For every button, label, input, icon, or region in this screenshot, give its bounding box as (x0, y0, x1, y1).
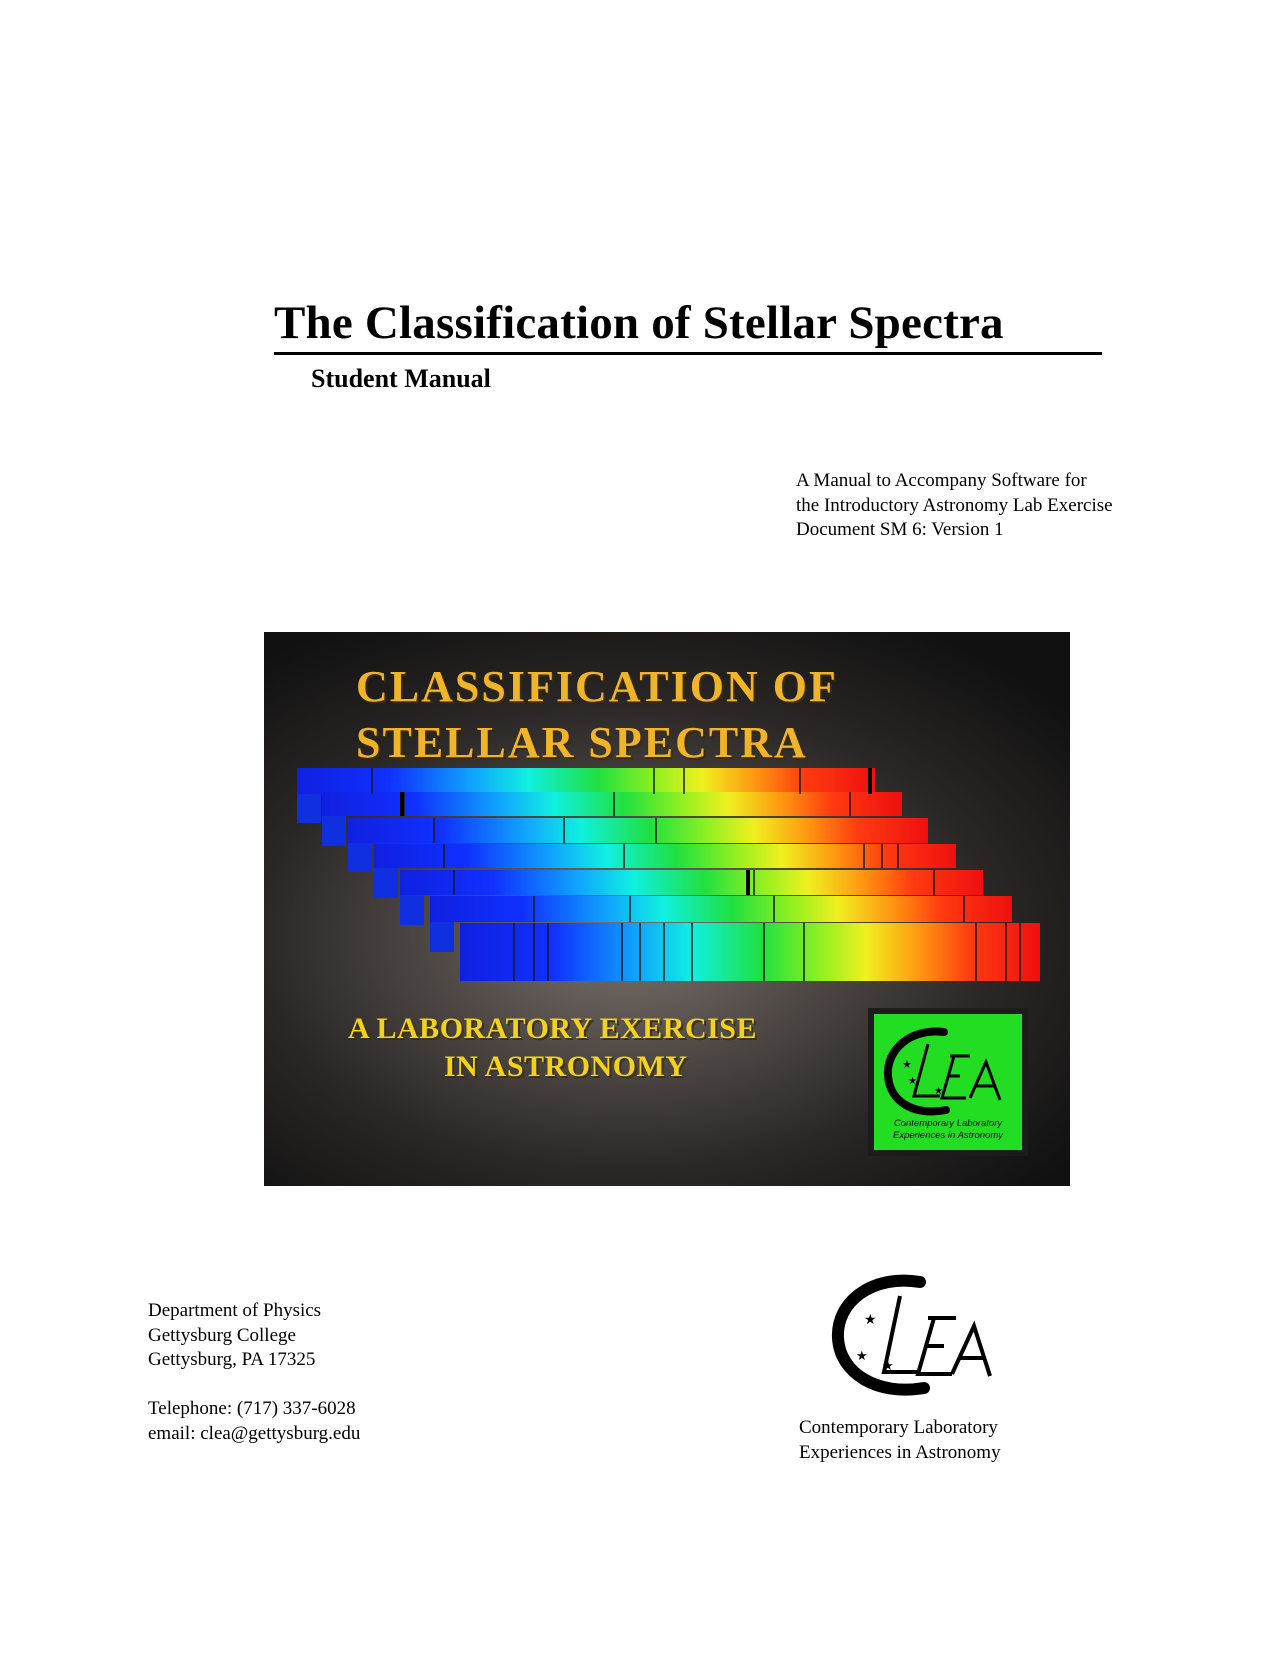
svg-text:★: ★ (882, 1359, 894, 1374)
cover-subtitle-line: IN ASTRONOMY (444, 1050, 688, 1083)
document-subtitle: Student Manual (311, 364, 491, 393)
svg-text:★: ★ (934, 1086, 943, 1097)
title-underline (274, 352, 1102, 355)
address-spacer (148, 1373, 360, 1398)
cover-logo-panel (874, 1014, 1022, 1150)
contact-address (148, 1299, 360, 1446)
clea-logo-icon (828, 1272, 1000, 1402)
doc-info-line: Document SM 6: Version 1 (796, 519, 1004, 540)
address-line: Department of Physics (148, 1300, 322, 1321)
cover-image (264, 632, 1070, 1186)
cover-subtitle-line: A LABORATORY EXERCISE (348, 1012, 757, 1045)
address-line: Gettysburg, PA 17325 (148, 1349, 316, 1370)
doc-info-line: A Manual to Accompany Software for (796, 470, 1087, 491)
doc-info-line: the Introductory Astronomy Lab Exercise (796, 494, 1113, 516)
svg-text:★: ★ (902, 1058, 912, 1071)
telephone: Telephone: (717) 337-6028 (148, 1398, 356, 1419)
email: email: clea@gettysburg.edu (148, 1422, 361, 1444)
svg-text:★: ★ (908, 1076, 917, 1087)
document-title: The Classification of Stellar Spectra (274, 297, 1004, 349)
cover-clea-logo (868, 1008, 1028, 1156)
caption-line: Experiences in Astronomy (892, 1130, 1003, 1141)
clea-caption (799, 1416, 1001, 1465)
caption-line: Contemporary Laboratory (799, 1417, 998, 1438)
caption-line: Experiences in Astronomy (799, 1441, 1001, 1463)
cover-title-line: CLASSIFICATION OF (356, 662, 838, 711)
caption-line: Contemporary Laboratory (893, 1118, 1003, 1129)
svg-text:★: ★ (856, 1349, 868, 1364)
document-info (796, 469, 1113, 543)
svg-text:★: ★ (864, 1312, 877, 1328)
address-line: Gettysburg College (148, 1324, 296, 1346)
cover-title-line: STELLAR SPECTRA (356, 718, 808, 767)
cover-logo-caption (874, 1118, 1022, 1142)
